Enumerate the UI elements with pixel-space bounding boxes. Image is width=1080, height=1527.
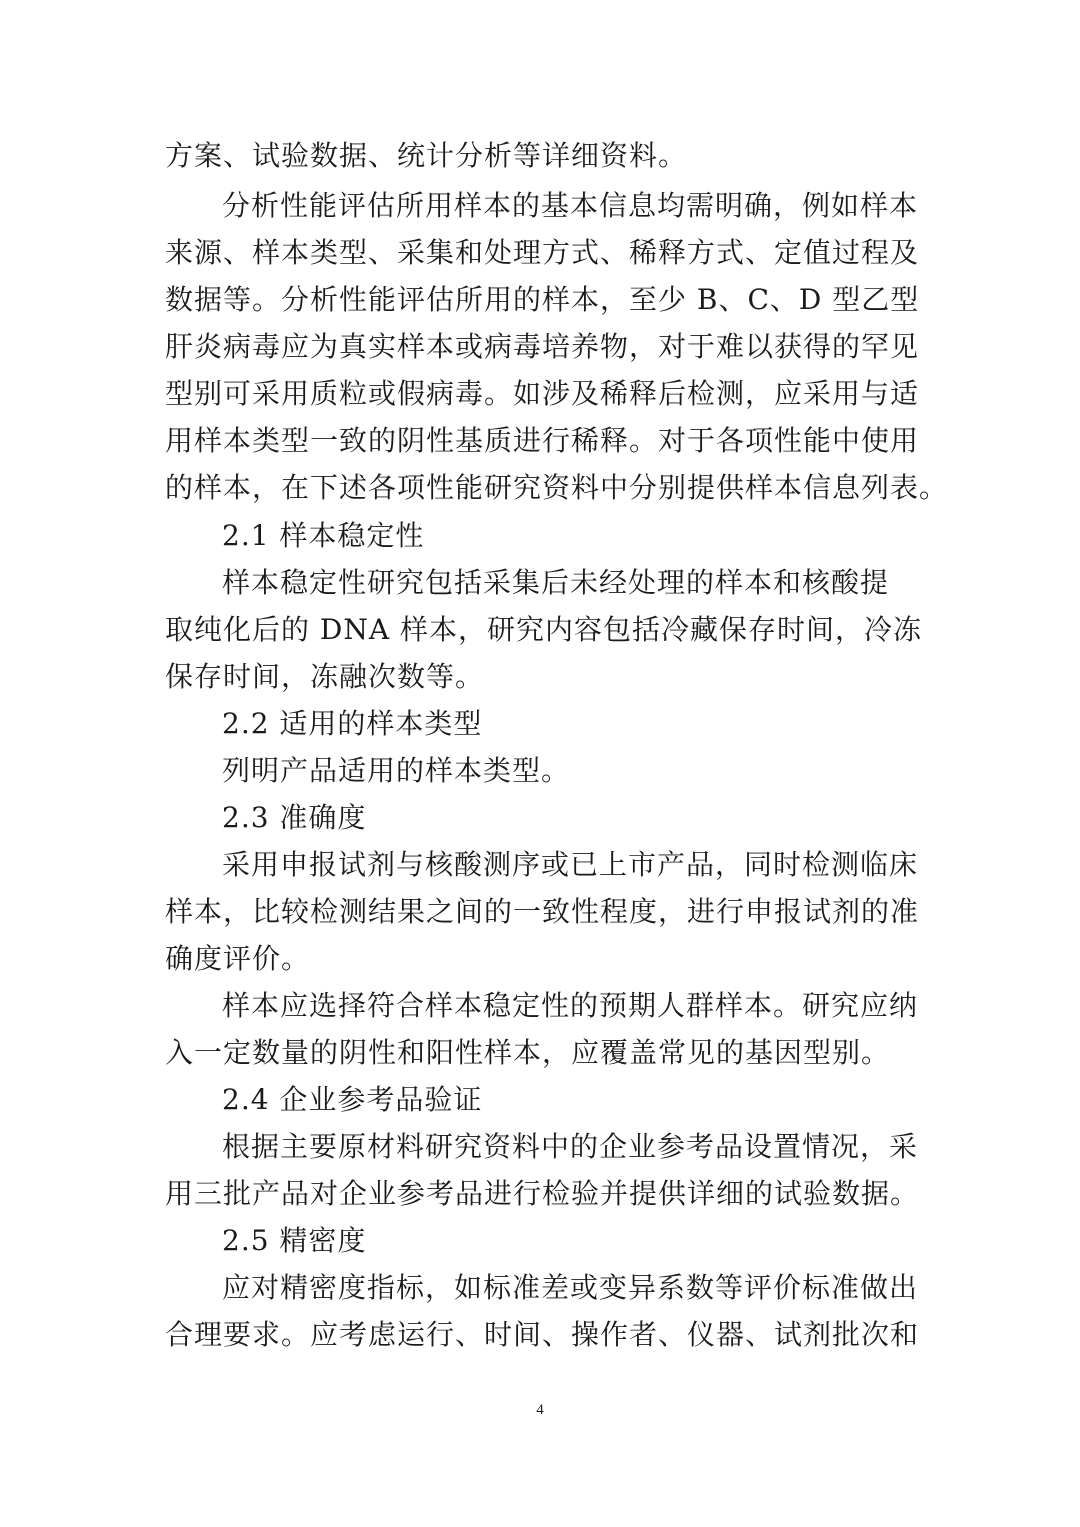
text-line: 保存时间，冻融次数等。 [165,660,485,693]
paragraph-first-line: 样本应选择符合样本稳定性的预期人群样本。研究应纳 [222,989,919,1022]
paragraph-first-line: 根据主要原材料研究资料中的企业参考品设置情况，采 [222,1130,919,1163]
text-line: 型别可采用质粒或假病毒。如涉及稀释后检测，应采用与适 [165,377,920,410]
paragraph-first-line: 应对精密度指标，如标准差或变异系数等评价标准做出 [222,1271,919,1304]
paragraph-first-line: 列明产品适用的样本类型。 [222,754,571,787]
text-line: 来源、样本类型、采集和处理方式、稀释方式、定值过程及 [165,236,920,269]
text-line: 用三批产品对企业参考品进行检验并提供详细的试验数据。 [165,1177,920,1210]
text-line: 数据等。分析性能评估所用的样本，至少 B、C、D 型乙型 [165,283,920,316]
section-heading-2-1: 2.1 样本稳定性 [222,519,425,552]
text-line: 用样本类型一致的阴性基质进行稀释。对于各项性能中使用 [165,424,920,457]
text-line: 方案、试验数据、统计分析等详细资料。 [165,139,688,172]
section-heading-2-3: 2.3 准确度 [222,801,367,834]
paragraph-first-line: 分析性能评估所用样本的基本信息均需明确，例如样本 [222,189,919,222]
text-line: 的样本，在下述各项性能研究资料中分别提供样本信息列表。 [165,471,949,504]
section-heading-2-4: 2.4 企业参考品验证 [222,1083,483,1116]
section-heading-2-5: 2.5 精密度 [222,1224,367,1257]
text-line: 取纯化后的 DNA 样本，研究内容包括冷藏保存时间，冷冻 [165,613,922,646]
paragraph-first-line: 样本稳定性研究包括采集后未经处理的样本和核酸提 [222,566,890,599]
paragraph-first-line: 采用申报试剂与核酸测序或已上市产品，同时检测临床 [222,848,919,881]
text-line: 确度评价。 [165,942,311,975]
page-number: 4 [536,1402,544,1418]
text-line: 样本，比较检测结果之间的一致性程度，进行申报试剂的准 [165,895,920,928]
text-line: 肝炎病毒应为真实样本或病毒培养物，对于难以获得的罕见 [165,330,920,363]
text-line: 合理要求。应考虑运行、时间、操作者、仪器、试剂批次和 [165,1318,920,1351]
section-heading-2-2: 2.2 适用的样本类型 [222,707,483,740]
text-line: 入一定数量的阴性和阳性样本，应覆盖常见的基因型别。 [165,1036,891,1069]
